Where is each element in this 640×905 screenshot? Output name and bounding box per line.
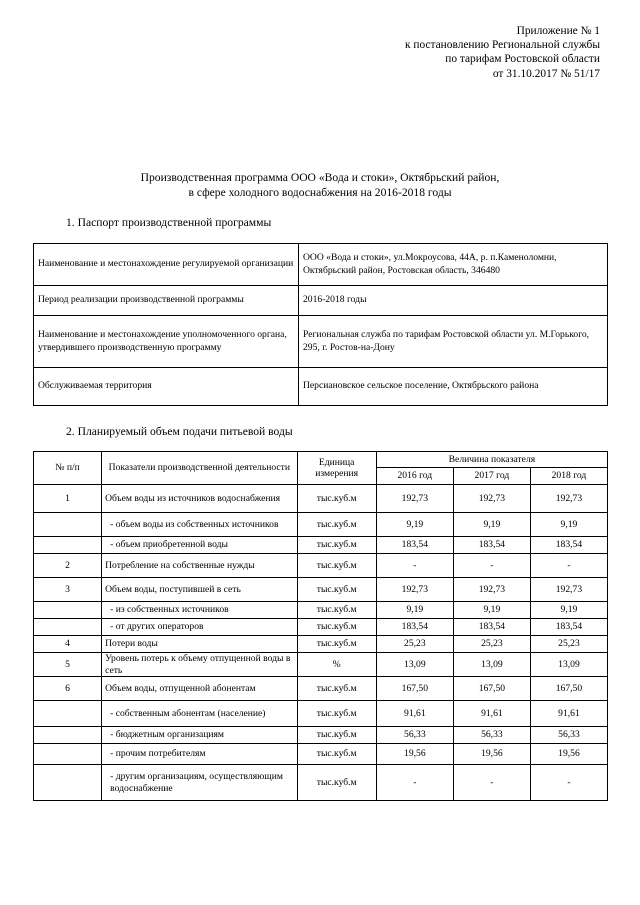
cell-name: Объем воды, поступившей в сеть: [102, 578, 297, 602]
cell-v2016: 9,19: [376, 602, 453, 619]
cell-v2018: 167,50: [530, 677, 607, 701]
cell-v2016: -: [376, 765, 453, 801]
cell-unit: тыс.куб.м: [297, 636, 376, 653]
table-cell: Региональная служба по тарифам Ростовской области ул. М.Горького, 295, г. Ростов-на-Дону: [299, 316, 608, 368]
passport-table: [33, 243, 608, 406]
cell-v2016: -: [376, 554, 453, 578]
cell-v2018: 192,73: [530, 578, 607, 602]
cell-num: 1: [34, 485, 102, 513]
table-cell: 2016-2018 годы: [299, 286, 608, 316]
cell-num: 5: [34, 653, 102, 677]
cell-v2017: 183,54: [453, 619, 530, 636]
volume-table-body: [34, 485, 608, 801]
table-row: [34, 485, 608, 513]
cell-v2018: 25,23: [530, 636, 607, 653]
cell-unit: тыс.куб.м: [297, 677, 376, 701]
cell-name: - собственным абонентам (население): [102, 701, 297, 727]
cell-num: 4: [34, 636, 102, 653]
section-heading: 2. Планируемый объем подачи питьевой воды: [66, 425, 293, 438]
cell-v2017: 183,54: [453, 537, 530, 554]
cell-num: 3: [34, 578, 102, 602]
cell-v2018: 19,56: [530, 744, 607, 765]
cell-v2018: 183,54: [530, 537, 607, 554]
cell-num: [34, 513, 102, 537]
table-row: [34, 244, 608, 286]
table-row: [34, 701, 608, 727]
column-header: Единица измерения: [297, 452, 376, 485]
table-row: [34, 744, 608, 765]
cell-v2016: 183,54: [376, 537, 453, 554]
column-header: 2017 год: [453, 468, 530, 485]
cell-v2017: -: [453, 765, 530, 801]
cell-unit: тыс.куб.м: [297, 554, 376, 578]
cell-unit: тыс.куб.м: [297, 578, 376, 602]
cell-v2017: 192,73: [453, 578, 530, 602]
cell-name: Потери воды: [102, 636, 297, 653]
cell-name: - из собственных источников: [102, 602, 297, 619]
table-cell: Наименование и местонахождение уполномоченного органа, утвердившего производственную программу: [34, 316, 299, 368]
cell-name: - бюджетным организациям: [102, 727, 297, 744]
cell-v2017: 9,19: [453, 602, 530, 619]
cell-v2018: 13,09: [530, 653, 607, 677]
cell-num: [34, 537, 102, 554]
cell-unit: тыс.куб.м: [297, 619, 376, 636]
cell-name: - прочим потребителям: [102, 744, 297, 765]
cell-num: [34, 701, 102, 727]
cell-unit: тыс.куб.м: [297, 537, 376, 554]
cell-v2018: -: [530, 554, 607, 578]
cell-v2016: 56,33: [376, 727, 453, 744]
cell-v2018: -: [530, 765, 607, 801]
table-row: [34, 653, 608, 677]
table-row: [34, 578, 608, 602]
table-row: [34, 727, 608, 744]
cell-unit: тыс.куб.м: [297, 513, 376, 537]
table-row: [34, 677, 608, 701]
cell-v2017: 9,19: [453, 513, 530, 537]
cell-v2017: 19,56: [453, 744, 530, 765]
column-header: Показатели производственной деятельности: [102, 452, 297, 485]
table-cell: Наименование и местонахождение регулируемой организации: [34, 244, 299, 286]
table-header-row: [34, 452, 608, 468]
cell-name: Объем воды, отпущенной абонентам: [102, 677, 297, 701]
title-line: Производственная программа ООО «Вода и стоки», Октябрьский район,: [140, 171, 500, 184]
cell-v2017: 192,73: [453, 485, 530, 513]
appendix-line: к постановлению Региональной службы: [404, 39, 600, 52]
document-title: [0, 170, 640, 200]
cell-v2016: 192,73: [376, 578, 453, 602]
cell-v2018: 91,61: [530, 701, 607, 727]
cell-name: - объем воды из собственных источников: [102, 513, 297, 537]
table-row: [34, 286, 608, 316]
cell-num: 2: [34, 554, 102, 578]
cell-unit: %: [297, 653, 376, 677]
cell-v2018: 183,54: [530, 619, 607, 636]
cell-v2017: -: [453, 554, 530, 578]
cell-v2016: 91,61: [376, 701, 453, 727]
table-cell: Персиановское сельское поселение, Октябрьского района: [299, 368, 608, 406]
cell-v2017: 91,61: [453, 701, 530, 727]
cell-name: Потребление на собственные нужды: [102, 554, 297, 578]
cell-name: - объем приобретенной воды: [102, 537, 297, 554]
cell-v2017: 25,23: [453, 636, 530, 653]
table-row: [34, 602, 608, 619]
cell-v2018: 56,33: [530, 727, 607, 744]
column-header: 2018 год: [530, 468, 607, 485]
table-row: [34, 537, 608, 554]
cell-num: [34, 765, 102, 801]
cell-v2016: 13,09: [376, 653, 453, 677]
section-heading: 1. Паспорт производственной программы: [66, 216, 272, 229]
table-row: [34, 513, 608, 537]
cell-num: [34, 619, 102, 636]
cell-v2018: 9,19: [530, 513, 607, 537]
cell-v2016: 19,56: [376, 744, 453, 765]
cell-num: [34, 727, 102, 744]
cell-num: [34, 602, 102, 619]
cell-v2016: 167,50: [376, 677, 453, 701]
cell-v2017: 13,09: [453, 653, 530, 677]
table-row: [34, 316, 608, 368]
appendix-line: от 31.10.2017 № 51/17: [492, 67, 600, 80]
cell-unit: тыс.куб.м: [297, 701, 376, 727]
cell-num: 6: [34, 677, 102, 701]
cell-v2016: 25,23: [376, 636, 453, 653]
column-header: Величина показателя: [376, 452, 607, 468]
appendix-line: по тарифам Ростовской области: [445, 53, 600, 66]
cell-unit: тыс.куб.м: [297, 602, 376, 619]
table-row: [34, 765, 608, 801]
cell-unit: тыс.куб.м: [297, 765, 376, 801]
table-row: [34, 619, 608, 636]
cell-name: - от других операторов: [102, 619, 297, 636]
volume-table: [33, 451, 608, 801]
cell-unit: тыс.куб.м: [297, 485, 376, 513]
table-row: [34, 554, 608, 578]
cell-num: [34, 744, 102, 765]
cell-v2016: 192,73: [376, 485, 453, 513]
cell-name: Уровень потерь к объему отпущенной воды в сеть: [102, 653, 297, 677]
column-header: 2016 год: [376, 468, 453, 485]
cell-v2018: 9,19: [530, 602, 607, 619]
table-row: [34, 368, 608, 406]
cell-name: - другим организациям, осуществляющим водоснабжение: [102, 765, 297, 801]
column-header: № п/п: [34, 452, 102, 485]
table-cell: ООО «Вода и стоки», ул.Мокроусова, 44А, р. п.Каменоломни, Октябрьский район, Ростовская область, 346480: [299, 244, 608, 286]
cell-v2016: 9,19: [376, 513, 453, 537]
appendix-header: [405, 24, 600, 81]
cell-v2018: 192,73: [530, 485, 607, 513]
cell-v2017: 167,50: [453, 677, 530, 701]
cell-name: Объем воды из источников водоснабжения: [102, 485, 297, 513]
appendix-line: Приложение № 1: [516, 25, 600, 37]
cell-v2017: 56,33: [453, 727, 530, 744]
cell-unit: тыс.куб.м: [297, 744, 376, 765]
table-cell: Обслуживаемая территория: [34, 368, 299, 406]
cell-unit: тыс.куб.м: [297, 727, 376, 744]
table-cell: Период реализации производственной программы: [34, 286, 299, 316]
cell-v2016: 183,54: [376, 619, 453, 636]
table-row: [34, 636, 608, 653]
title-line: в сфере холодного водоснабжения на 2016-2018 годы: [188, 186, 452, 199]
